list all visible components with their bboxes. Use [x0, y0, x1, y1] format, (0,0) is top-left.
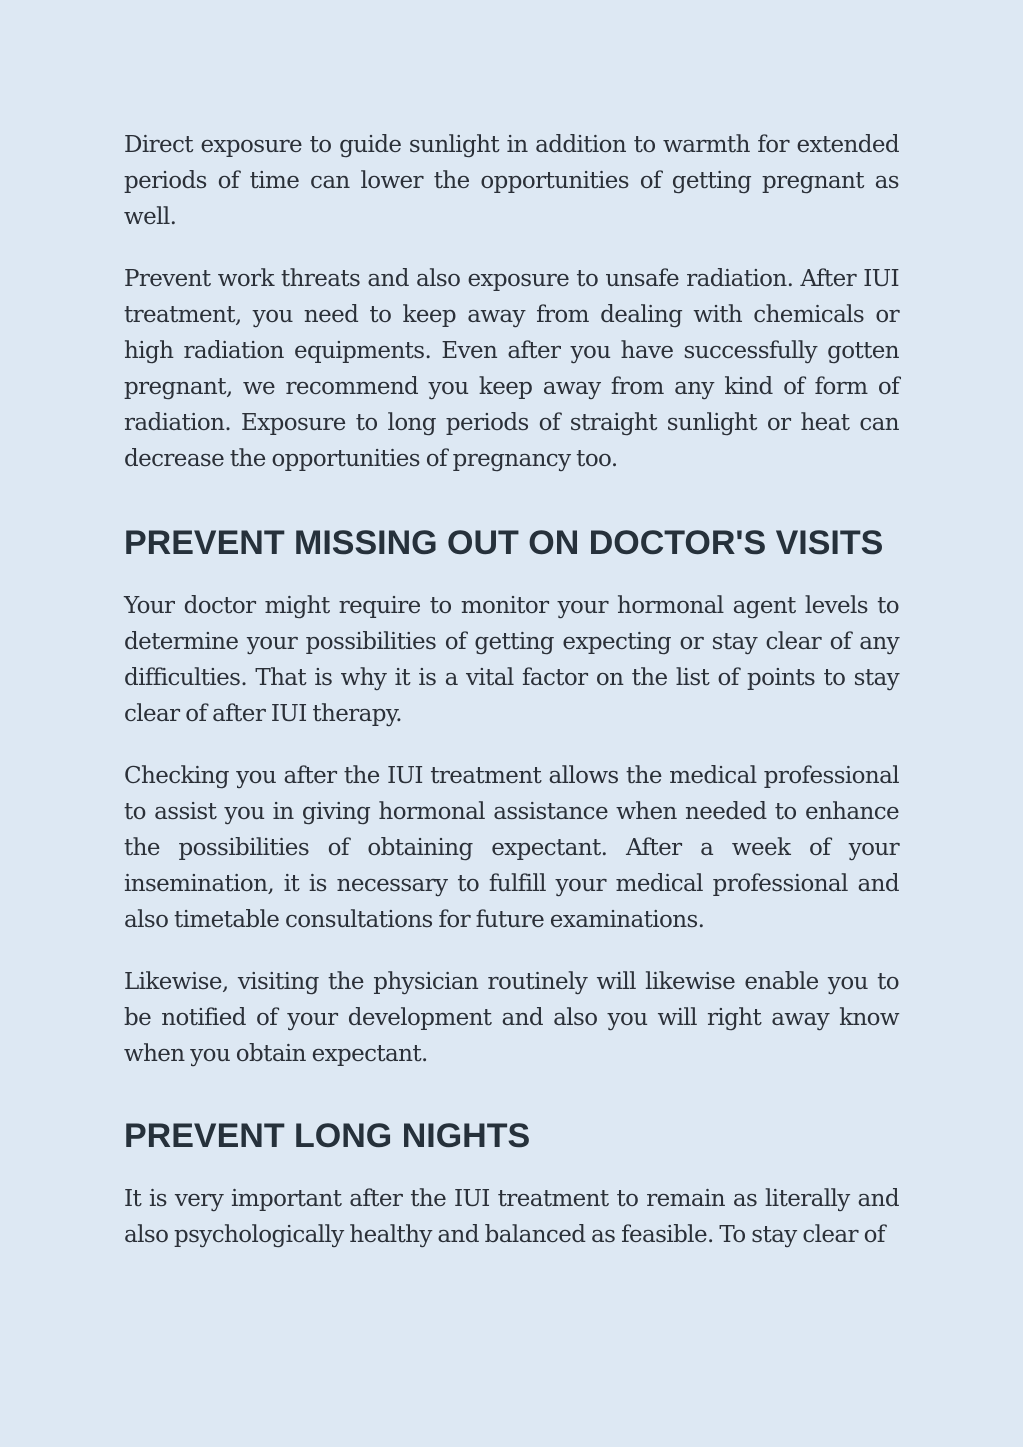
heading-doctor-visits: PREVENT MISSING OUT ON DOCTOR'S VISITS — [124, 524, 884, 562]
paragraph-monitor-hormones: Your doctor might require to monitor your hormonal agent levels to determine your possibilities of getting expecting or stay clear of any difficulties. That is why it is a vital factor on the list of points to stay clear of after IUI therapy. — [124, 593, 899, 727]
paragraph-healthy-after-iui: It is very important after the IUI treatment to remain as literally and also psychologically healthy and balanced as feasible. To stay clear of — [124, 1186, 899, 1248]
paragraph-sunlight-exposure: Direct exposure to guide sunlight in addition to warmth for extended periods of time can lower the opportunities of getting pregnant as well. — [124, 132, 899, 230]
document-page — [124, 127, 899, 1279]
heading-long-nights: PREVENT LONG NIGHTS — [124, 1117, 531, 1155]
paragraph-visiting-physician: Likewise, visiting the physician routinely will likewise enable you to be notified of your development and also you will right away know when you obtain expectant. — [124, 969, 899, 1067]
paragraph-work-threats: Prevent work threats and also exposure to unsafe radiation. After IUI treatment, you need to keep away from dealing with chemicals or high radiation equipments. Even after you have successfully gotten pregnant, we recommend you keep away from any kind of form of radiation. Exposure to long periods of straight sunlight or heat can decrease the opportunities of pregnancy too. — [124, 266, 899, 472]
paragraph-checking-after-iui: Checking you after the IUI treatment allows the medical professional to assist you in giving hormonal assistance when needed to enhance the possibilities of obtaining expectant. After a week of your insemination, it is necessary to fulfill your medical professional and also timetable consultations for future examinations. — [124, 763, 899, 933]
